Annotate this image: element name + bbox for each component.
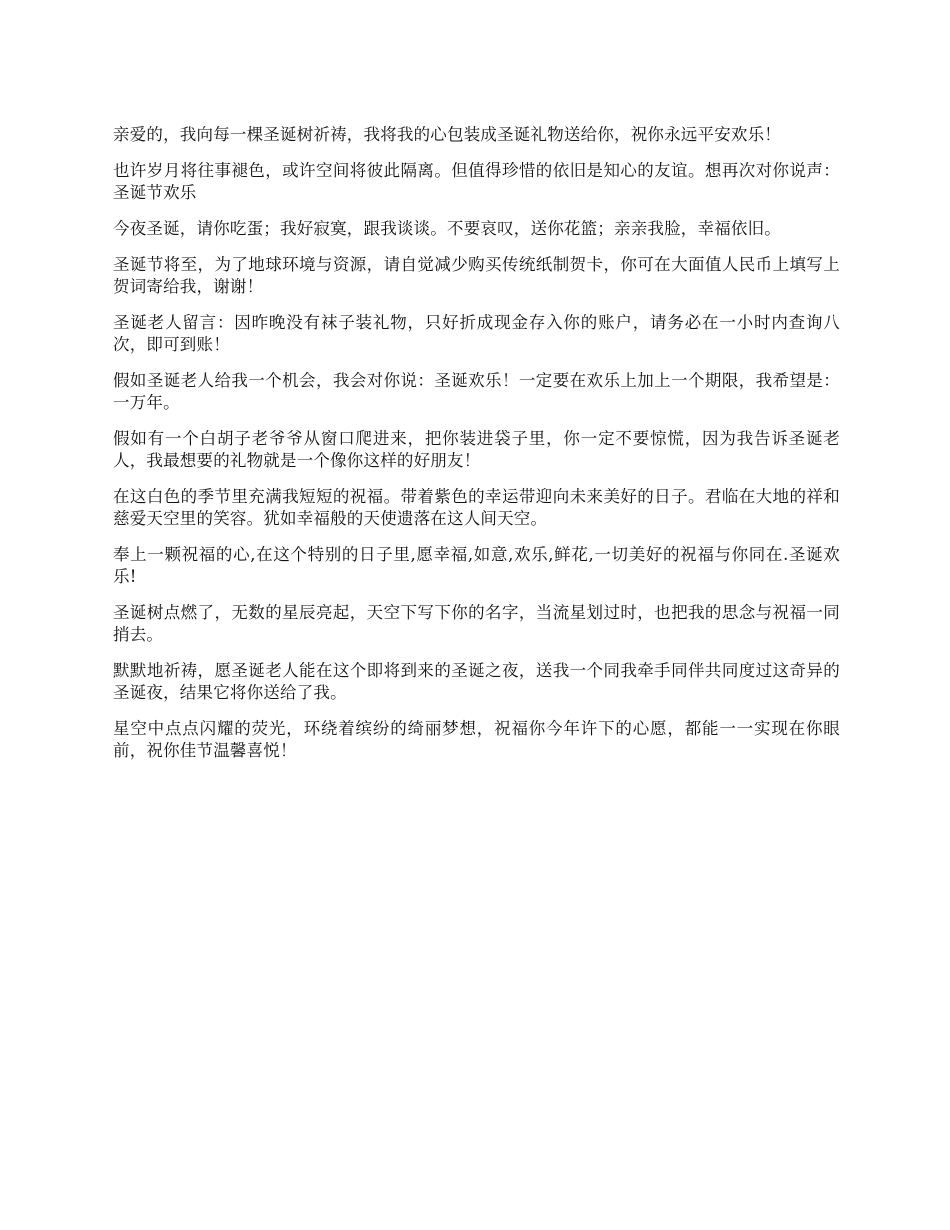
paragraph-9: 奉上一颗祝福的心,在这个特别的日子里,愿幸福,如意,欢乐,鲜花,一切美好的祝福与你同在.圣诞欢乐! — [113, 545, 840, 586]
paragraph-8: 在这白色的季节里充满我短短的祝福。带着紫色的幸运带迎向未来美好的日子。君临在大地的祥和慈爱天空里的笑容。犹如幸福般的天使遗落在这人间天空。 — [113, 487, 840, 528]
paragraph-6: 假如圣诞老人给我一个机会，我会对你说：圣诞欢乐！一定要在欢乐上加上一个期限，我希望是：一万年。 — [113, 371, 840, 412]
paragraph-11: 默默地祈祷，愿圣诞老人能在这个即将到来的圣诞之夜，送我一个同我牵手同伴共同度过这奇异的圣诞夜，结果它将你送给了我。 — [113, 661, 840, 702]
paragraph-5: 圣诞老人留言：因昨晚没有袜子装礼物，只好折成现金存入你的账户，请务必在一小时内查询八次，即可到账！ — [113, 313, 840, 354]
paragraph-10: 圣诞树点燃了，无数的星辰亮起，天空下写下你的名字，当流星划过时，也把我的思念与祝福一同捎去。 — [113, 603, 840, 644]
paragraph-4: 圣诞节将至，为了地球环境与资源，请自觉减少购买传统纸制贺卡，你可在大面值人民币上填写上贺词寄给我，谢谢！ — [113, 255, 840, 296]
paragraph-2: 也许岁月将往事褪色，或许空间将彼此隔离。但值得珍惜的依旧是知心的友谊。想再次对你说声：圣诞节欢乐 — [113, 161, 840, 202]
paragraph-7: 假如有一个白胡子老爷爷从窗口爬进来，把你装进袋子里，你一定不要惊慌，因为我告诉圣诞老人，我最想要的礼物就是一个像你这样的好朋友！ — [113, 429, 840, 470]
paragraph-3: 今夜圣诞，请你吃蛋；我好寂寞，跟我谈谈。不要哀叹，送你花篮；亲亲我脸，幸福依旧。 — [113, 219, 781, 238]
paragraph-1: 亲爱的，我向每一棵圣诞树祈祷，我将我的心包装成圣诞礼物送给你，祝你永远平安欢乐！ — [113, 125, 781, 144]
paragraph-12: 星空中点点闪耀的荧光，环绕着缤纷的绮丽梦想，祝福你今年许下的心愿，都能一一实现在你眼前，祝你佳节温馨喜悦！ — [113, 719, 840, 760]
document-body — [113, 124, 840, 776]
